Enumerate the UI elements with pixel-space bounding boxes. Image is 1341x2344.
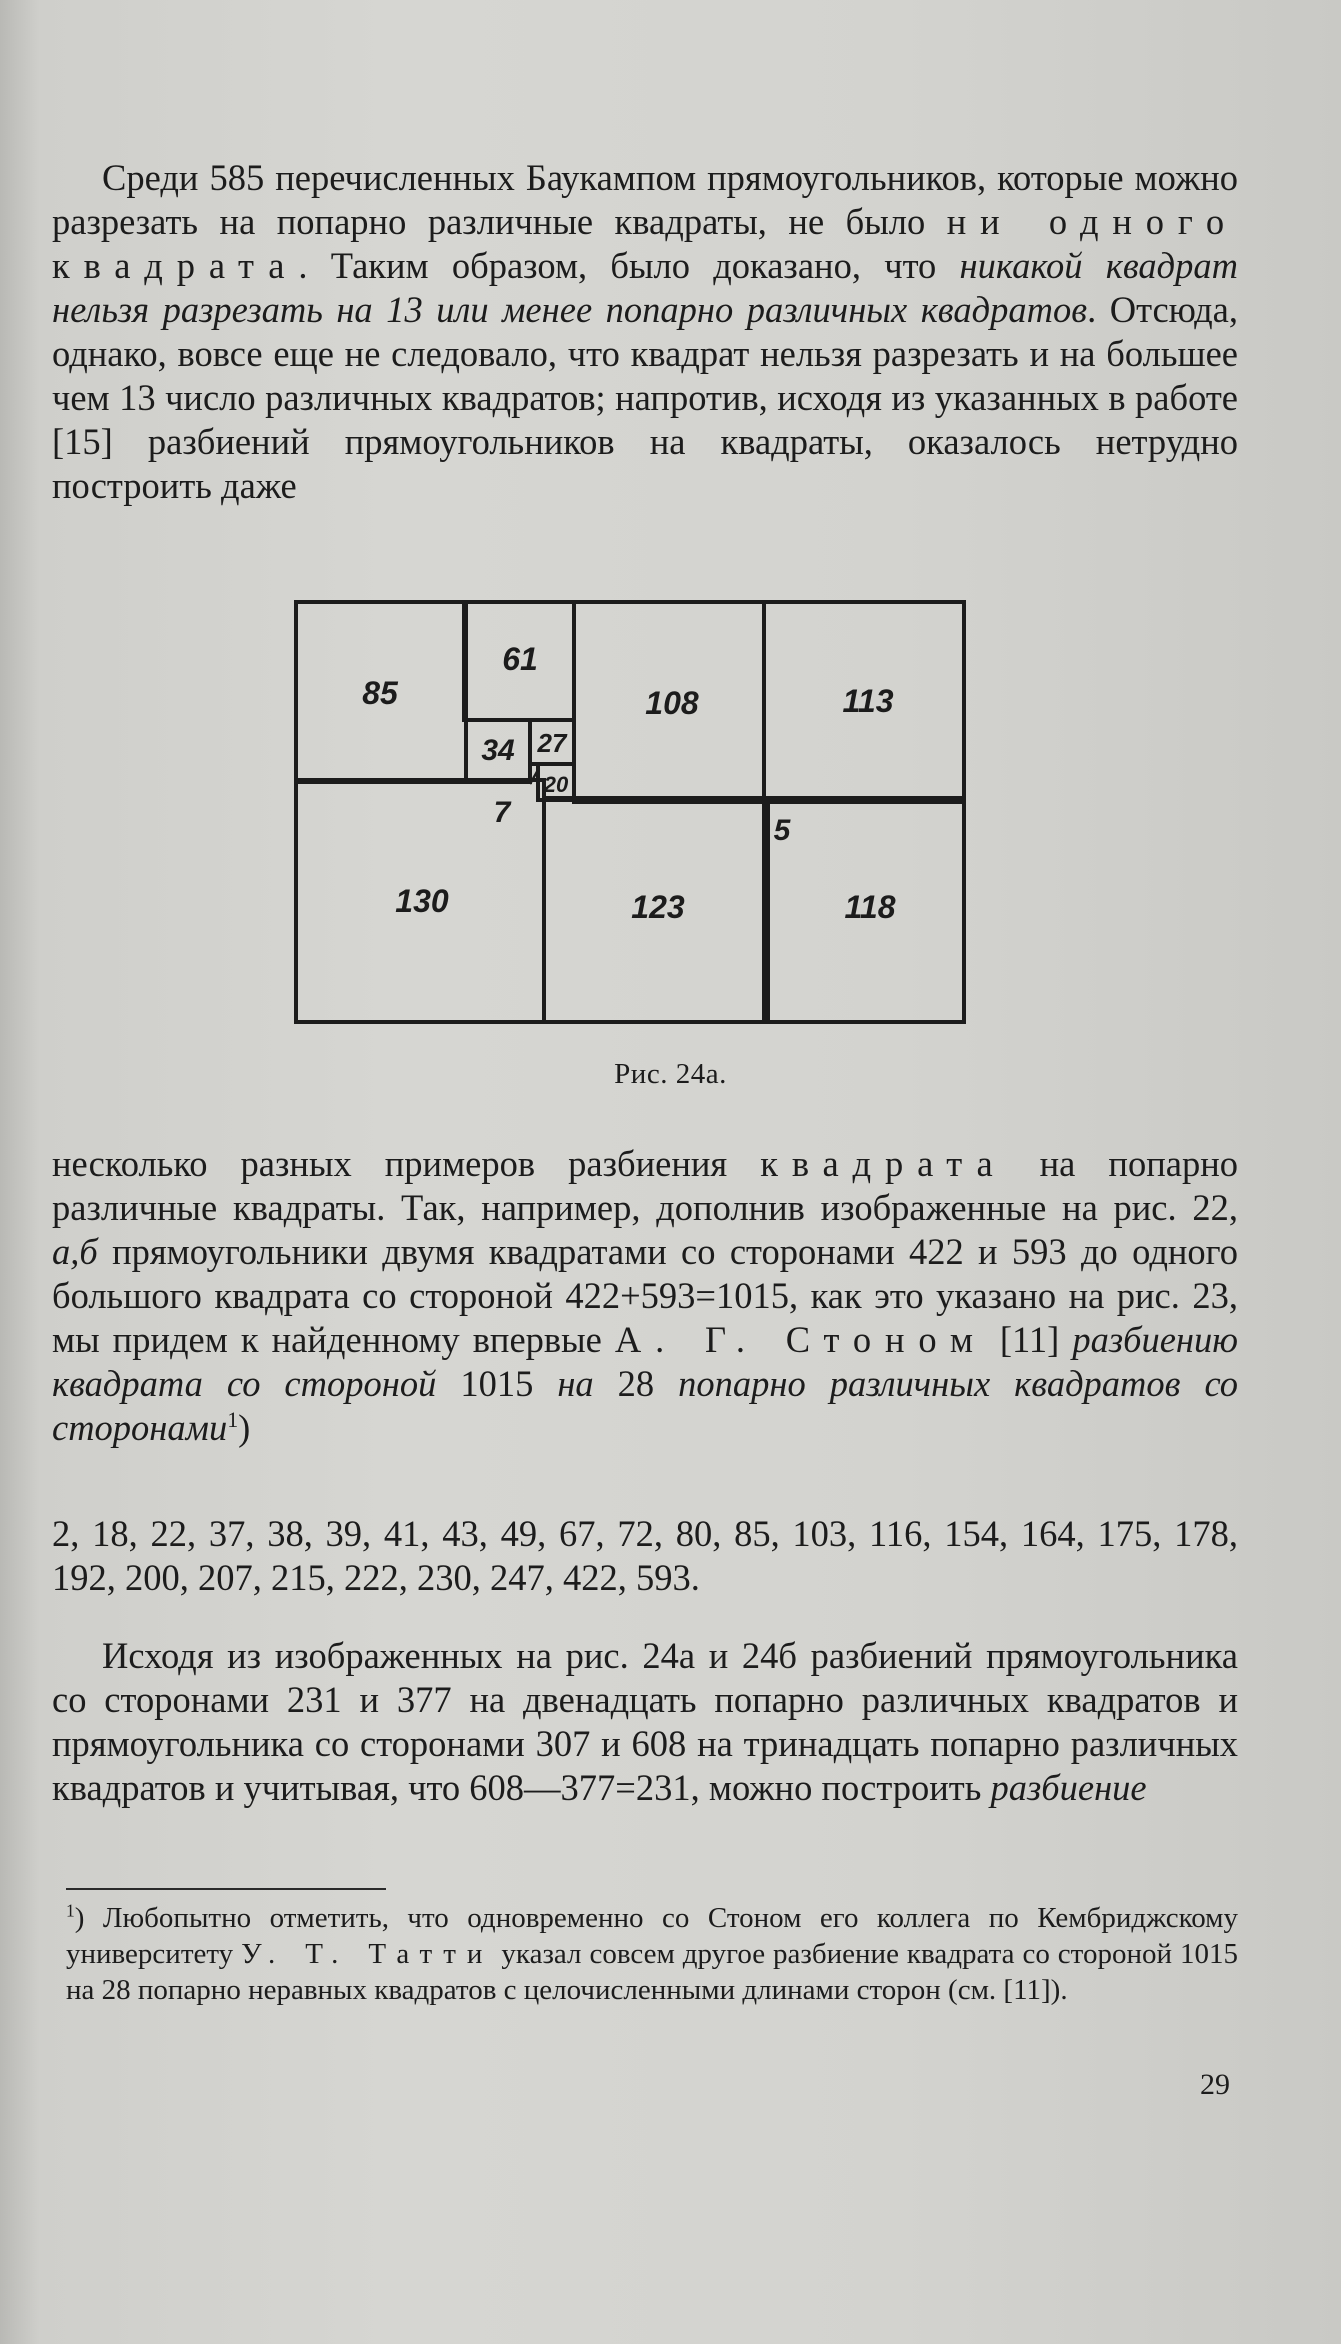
para2-italic-a: разбиению квадрата со стороной <box>52 1319 1238 1404</box>
para2-italic-b: на <box>557 1363 594 1404</box>
para1-spaced-phrase: ни одного квадрата <box>52 201 1238 286</box>
label-130: 130 <box>395 883 449 919</box>
label-113: 113 <box>842 683 894 719</box>
para2-text-g: ) <box>238 1407 251 1448</box>
label-85: 85 <box>362 675 398 711</box>
para1-text-a: Среди 585 перечисленных Баукампом прямоугольников, которые можно разрезать на попарно различные квадраты, не было <box>52 157 1238 242</box>
para1-italic-statement: никакой квадрат нельзя разрезать на 13 или менее попарно различных квадратов <box>52 245 1238 330</box>
para2-text-a: несколько разных примеров разбиения <box>52 1143 761 1184</box>
side-lengths-list: 2, 18, 22, 37, 38, 39, 41, 43, 49, 67, 72, 80, 85, 103, 116, 154, 164, 175, 178, 192, 200, 207, 215, 222, 230, 247, 422, 593. <box>52 1513 1238 1598</box>
footnote-marker: 1 <box>227 1406 239 1432</box>
paragraph-1 <box>52 156 1238 508</box>
para3-italic-word: разбиение <box>990 1767 1147 1808</box>
label-108: 108 <box>645 685 699 721</box>
label-118: 118 <box>844 889 896 925</box>
label-27: 27 <box>537 728 567 758</box>
para2-text-c: прямоугольники двумя квадратами со сторонами 422 и 593 до одного большого квадрата со стороной 422+593=1015, как это указано на рис. 23, мы придем к найденному впервые <box>52 1231 1238 1360</box>
label-20: 20 <box>543 772 569 797</box>
para2-text-d: [11] <box>986 1319 1073 1360</box>
footnote-spaced-name: У. Т. Татти <box>241 1938 494 1970</box>
figure-24a <box>294 600 966 1024</box>
label-34: 34 <box>481 734 515 767</box>
figure-caption: Рис. 24а. <box>614 1058 727 1090</box>
label-61: 61 <box>502 641 538 677</box>
page-number: 29 <box>1200 2068 1230 2101</box>
para2-author-name: А. Г. Стоном <box>614 1319 987 1360</box>
footnote <box>66 1900 1238 2008</box>
para2-text-b: на попарно различные квадраты. Так, например, дополнив изображенные на рис. 22, <box>52 1143 1238 1228</box>
label-5: 5 <box>773 814 791 847</box>
label-7: 7 <box>493 796 511 829</box>
para2-italic-ab: а,б <box>52 1231 98 1272</box>
paragraph-2 <box>52 1142 1238 1450</box>
footnote-text-a: ) Любопытно отметить, что одновременно со Стоном его коллега по Кембриджскому университету <box>66 1902 1238 1970</box>
para2-text-e: 1015 <box>436 1363 558 1404</box>
para2-text-f: 28 <box>593 1363 679 1404</box>
para3-text-a: Исходя из изображенных на рис. 24а и 24б разбиений прямоугольника со сторонами 231 и 377 на двенадцать попарно различных квадратов и прямоугольника со сторонами 307 и 608 на тринадцать попарно различных квадратов и учитывая, что 608—377=231, можно построить <box>52 1635 1238 1808</box>
paragraph-3 <box>52 1634 1238 1810</box>
footnote-number: 1 <box>66 1900 75 1921</box>
outer-rectangle <box>296 602 964 1022</box>
para1-text-c: . Отсюда, однако, вовсе еще не следовало, что квадрат нельзя разрезать и на большее чем 13 число различных квадратов; напротив, исходя из указанных в работе [15] разбиений прямоугольников на квадраты, оказалось нетрудно построить даже <box>52 289 1238 506</box>
para2-italic-c: попарно различных квадратов со сторонами <box>52 1363 1239 1448</box>
para1-text-b: . Таким образом, было доказано, что <box>298 245 960 286</box>
para2-spaced-word: квадрата <box>760 1143 1007 1184</box>
footnote-divider <box>66 1888 386 1890</box>
footnote-text-b: указал совсем другое разбиение квадрата со стороной 1015 на 28 попарно неравных квадратов с целочисленными длинами сторон (см. [11]). <box>66 1938 1238 2006</box>
label-123: 123 <box>631 889 685 925</box>
